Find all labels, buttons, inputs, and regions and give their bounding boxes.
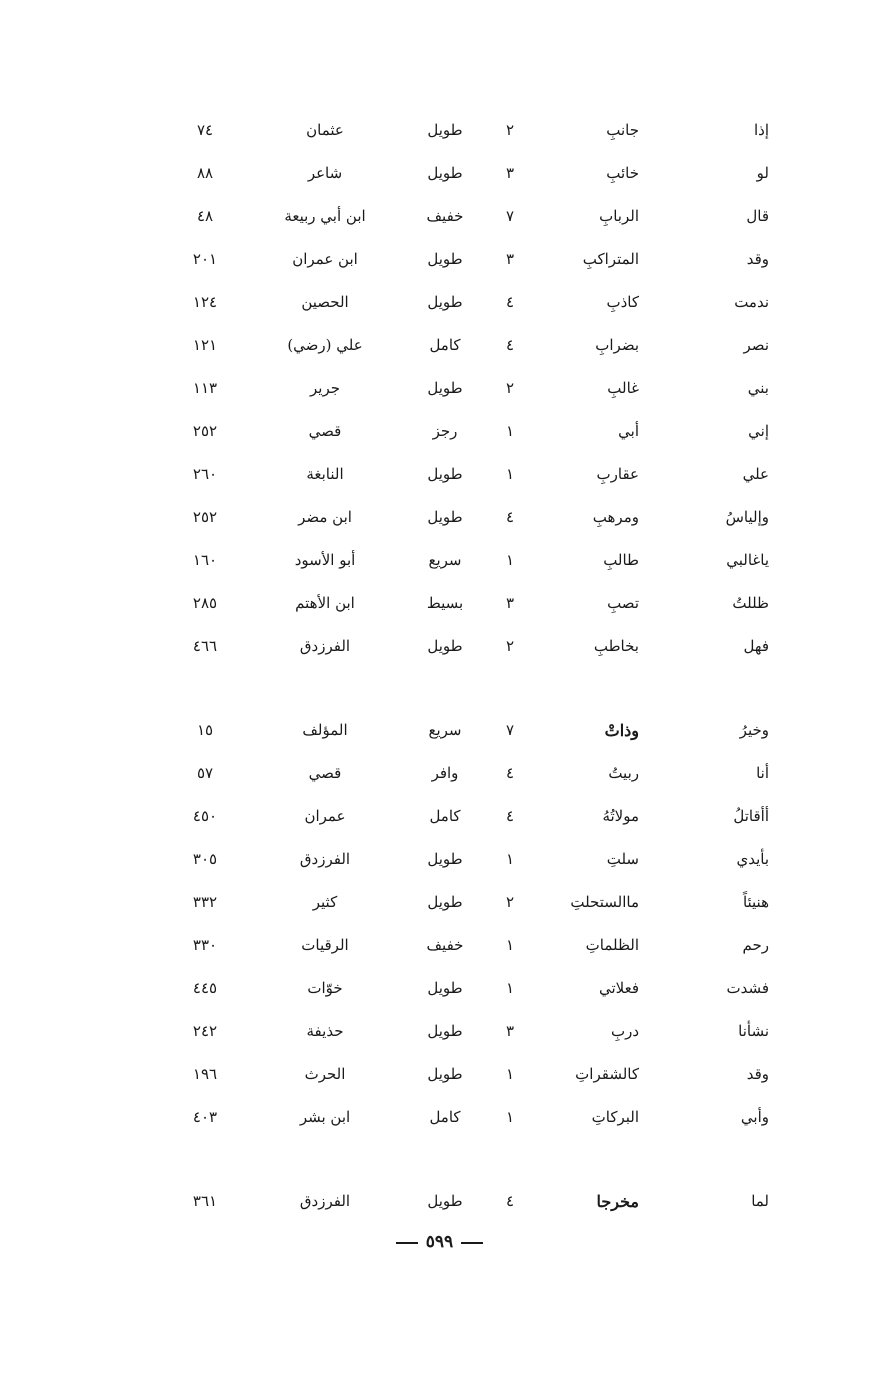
rhyme-word: ماالستحلتِ xyxy=(570,893,639,911)
meter-name: طويل xyxy=(427,465,463,483)
meter-name: طويل xyxy=(427,379,463,397)
poet-name: ابن الأهتم xyxy=(295,594,355,612)
page-reference: ١٩٦ xyxy=(192,1065,218,1083)
first-word: هنيئاً xyxy=(742,893,769,911)
page-reference: ٥٧ xyxy=(196,764,214,782)
poet-name: أبو الأسود xyxy=(294,551,356,569)
poet-name: ابن عمران xyxy=(292,250,358,268)
meter-name: طويل xyxy=(427,850,463,868)
meter-name: طويل xyxy=(427,164,463,182)
index-row xyxy=(0,281,879,324)
meter-name: كامل xyxy=(429,1108,461,1126)
meter-name: طويل xyxy=(427,1192,463,1210)
meter-name: طويل xyxy=(427,979,463,997)
rhyme-word: المتراكبِ xyxy=(582,250,639,268)
rhyme-word: كالشقراتِ xyxy=(575,1065,639,1083)
poet-name: شاعر xyxy=(307,164,343,182)
index-row xyxy=(0,324,879,367)
page-reference: ٤٥٠ xyxy=(192,807,218,825)
page-reference: ٢٠١ xyxy=(192,250,218,268)
page-reference: ٢٦٠ xyxy=(192,465,218,483)
verse-count: ٢ xyxy=(505,893,515,911)
poet-name: قصي xyxy=(308,764,342,782)
poet-name: ابن مضر xyxy=(298,508,352,526)
page-number-value: ٥٩٩ xyxy=(425,1232,454,1252)
index-row xyxy=(0,453,879,496)
verse-count: ٤ xyxy=(505,293,515,311)
rhyme-word: مخرجا xyxy=(596,1192,639,1211)
page-reference: ٧٤ xyxy=(196,121,214,139)
poet-name: الرقيات xyxy=(301,936,349,954)
rhyme-word: البركاتِ xyxy=(591,1108,639,1126)
poet-name: ابن أبي ربيعة xyxy=(284,207,366,225)
index-row xyxy=(0,496,879,539)
first-word: ندمت xyxy=(734,293,769,311)
first-word: نشأنا xyxy=(738,1022,769,1040)
meter-name: طويل xyxy=(427,293,463,311)
verse-count: ١ xyxy=(505,1108,515,1126)
index-row xyxy=(0,1096,879,1139)
index-row xyxy=(0,752,879,795)
first-word: لو xyxy=(756,164,769,182)
verse-count: ١ xyxy=(505,1065,515,1083)
verse-count: ١ xyxy=(505,936,515,954)
page-reference: ٣٣٢ xyxy=(192,893,218,911)
poet-name: خوّات xyxy=(307,979,343,997)
index-row xyxy=(0,625,879,668)
verse-count: ٤ xyxy=(505,807,515,825)
verse-count: ٣ xyxy=(505,1022,515,1040)
index-row xyxy=(0,582,879,625)
poet-name: كثير xyxy=(312,893,338,911)
page-reference: ٢٥٢ xyxy=(192,508,218,526)
poet-name: الحصين xyxy=(301,293,349,311)
index-row xyxy=(0,109,879,152)
index-row xyxy=(0,881,879,924)
rhyme-word: بضرابِ xyxy=(595,336,639,354)
meter-name: كامل xyxy=(429,807,461,825)
rhyme-word: مولاتُهُ xyxy=(602,807,639,825)
rhyme-word: تصبِ xyxy=(607,594,639,612)
rhyme-word: سلتِ xyxy=(606,850,639,868)
rhyme-word: بخاطبِ xyxy=(593,637,639,655)
page-reference: ١١٣ xyxy=(192,379,218,397)
first-word: لما xyxy=(751,1192,769,1210)
poet-name: الفرزدق xyxy=(299,637,351,655)
meter-name: بسيط xyxy=(426,594,464,612)
page-reference: ٢٨٥ xyxy=(192,594,218,612)
meter-name: سريع xyxy=(428,551,462,569)
meter-name: طويل xyxy=(427,893,463,911)
rhyme-word: كاذبِ xyxy=(606,293,639,311)
poet-name: قصي xyxy=(308,422,342,440)
rhyme-word: أبي xyxy=(618,422,639,440)
first-word: بني xyxy=(747,379,769,397)
first-word: وإلياسُ xyxy=(725,508,769,526)
page-reference: ٨٨ xyxy=(196,164,214,182)
verse-count: ٣ xyxy=(505,250,515,268)
index-row xyxy=(0,709,879,752)
poet-name: الحرث xyxy=(304,1065,346,1083)
verse-count: ١ xyxy=(505,850,515,868)
poet-name: الفرزدق xyxy=(299,1192,351,1210)
page-reference: ١٥ xyxy=(196,721,214,739)
first-word: علي xyxy=(742,465,769,483)
page-reference: ٢٤٢ xyxy=(192,1022,218,1040)
first-word: ظللتُ xyxy=(732,594,769,612)
rhyme-group-jim xyxy=(0,1180,879,1223)
rhyme-word: دربِ xyxy=(610,1022,639,1040)
page-reference: ١٦٠ xyxy=(192,551,218,569)
rhyme-group-ba xyxy=(0,109,879,668)
page-reference: ٢٥٢ xyxy=(192,422,218,440)
page-reference: ٣٣٠ xyxy=(192,936,218,954)
poet-name: ابن بشر xyxy=(299,1108,351,1126)
rhyme-group-ta xyxy=(0,709,879,1139)
verse-count: ٢ xyxy=(505,637,515,655)
first-word: وخيرُ xyxy=(739,721,769,739)
meter-name: رجز xyxy=(432,422,458,440)
verse-count: ٧ xyxy=(505,207,515,225)
verse-count: ٤ xyxy=(505,508,515,526)
page-reference: ٤٦٦ xyxy=(192,637,218,655)
first-word: وقد xyxy=(746,1065,769,1083)
page-reference: ٤٠٣ xyxy=(192,1108,218,1126)
index-row xyxy=(0,152,879,195)
poet-name: عثمان xyxy=(306,121,344,139)
rhyme-word: وذاتْ xyxy=(604,721,639,740)
first-word: وأبي xyxy=(740,1108,769,1126)
poet-name: المؤلف xyxy=(302,721,348,739)
index-row xyxy=(0,795,879,838)
first-word: أأقاتلُ xyxy=(733,807,769,825)
rhyme-word: ربيتُ xyxy=(608,764,639,782)
index-row xyxy=(0,195,879,238)
page-number xyxy=(0,1232,879,1252)
index-row xyxy=(0,238,879,281)
index-row xyxy=(0,1180,879,1223)
page-reference: ٣٠٥ xyxy=(192,850,218,868)
rhyme-word: عقاربِ xyxy=(596,465,639,483)
dash-right xyxy=(396,1242,418,1244)
meter-name: كامل xyxy=(429,336,461,354)
verse-count: ١ xyxy=(505,422,515,440)
poet-name: الفرزدق xyxy=(299,850,351,868)
page-reference: ١٢١ xyxy=(192,336,218,354)
meter-name: سريع xyxy=(428,721,462,739)
verse-count: ٢ xyxy=(505,121,515,139)
index-row xyxy=(0,539,879,582)
verse-count: ٤ xyxy=(505,336,515,354)
meter-name: طويل xyxy=(427,1065,463,1083)
meter-name: خفيف xyxy=(426,936,464,954)
first-word: أنا xyxy=(756,764,769,782)
rhyme-word: الظلماتِ xyxy=(585,936,639,954)
index-row xyxy=(0,924,879,967)
index-row xyxy=(0,367,879,410)
first-word: وقد xyxy=(746,250,769,268)
first-word: قال xyxy=(746,207,769,225)
index-row xyxy=(0,410,879,453)
verse-count: ١ xyxy=(505,979,515,997)
first-word: إذا xyxy=(753,121,769,139)
first-word: فشدت xyxy=(726,979,769,997)
verse-count: ٧ xyxy=(505,721,515,739)
first-word: فهل xyxy=(743,637,769,655)
rhyme-word: الربابِ xyxy=(599,207,639,225)
poet-name: حذيفة xyxy=(306,1022,344,1040)
poet-name: علي (رضي) xyxy=(287,336,363,354)
verse-count: ١ xyxy=(505,465,515,483)
verse-count: ٣ xyxy=(505,164,515,182)
verse-count: ١ xyxy=(505,551,515,569)
index-row xyxy=(0,1010,879,1053)
first-word: رحم xyxy=(742,936,769,954)
page-reference: ١٢٤ xyxy=(192,293,218,311)
first-word: بأيدي xyxy=(736,850,769,868)
meter-name: خفيف xyxy=(426,207,464,225)
poet-name: جرير xyxy=(310,379,340,397)
rhyme-word: غالبِ xyxy=(607,379,639,397)
meter-name: طويل xyxy=(427,637,463,655)
poet-name: عمران xyxy=(304,807,346,825)
first-word: نصر xyxy=(743,336,769,354)
meter-name: وافر xyxy=(431,764,459,782)
index-row xyxy=(0,1053,879,1096)
verse-count: ٣ xyxy=(505,594,515,612)
rhyme-word: فعلاتي xyxy=(598,979,639,997)
page-reference: ٤٤٥ xyxy=(192,979,218,997)
rhyme-word: جانبِ xyxy=(606,121,639,139)
first-word: ياغالبي xyxy=(726,551,769,569)
meter-name: طويل xyxy=(427,121,463,139)
rhyme-word: طالبِ xyxy=(603,551,639,569)
index-row xyxy=(0,967,879,1010)
verse-count: ٤ xyxy=(505,764,515,782)
meter-name: طويل xyxy=(427,250,463,268)
page-reference: ٣٦١ xyxy=(192,1192,218,1210)
rhyme-word: خائبِ xyxy=(606,164,639,182)
verse-count: ٤ xyxy=(505,1192,515,1210)
meter-name: طويل xyxy=(427,508,463,526)
first-word: إني xyxy=(748,422,769,440)
meter-name: طويل xyxy=(427,1022,463,1040)
poet-name: النابغة xyxy=(306,465,344,483)
page-reference: ٤٨ xyxy=(196,207,214,225)
rhyme-word: ومرهبِ xyxy=(592,508,639,526)
verse-count: ٢ xyxy=(505,379,515,397)
index-row xyxy=(0,838,879,881)
dash-left xyxy=(461,1242,483,1244)
